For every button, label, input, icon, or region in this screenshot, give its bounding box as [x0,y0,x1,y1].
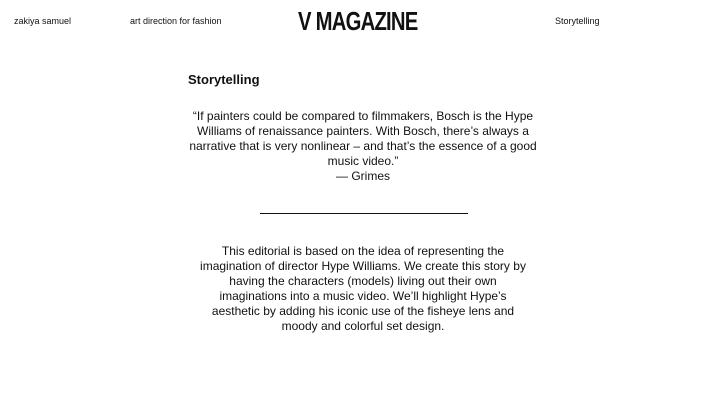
divider-line [260,213,468,214]
section-label: Storytelling [555,16,600,26]
page-title: Storytelling [188,72,260,87]
quote-text: “If painters could be compared to filmmakers, Bosch is the Hype Williams of renaissance painters. With Bosch, there’s always a narrative that is very nonlinear – and that’s the essence of a good music video.” [189,109,537,168]
v-magazine-logo: V MAGAZINE [298,6,418,36]
quote-author: — Grimes [336,169,390,183]
course-title: art direction for fashion [130,16,222,26]
quote-block [180,109,546,184]
author-name: zakiya samuel [14,16,72,26]
editorial-description: This editorial is based on the idea of representing the imagination of director Hype Williams. We create this story by having the characters (models) living out their own imaginations into a music video. We’ll highlight Hype’s aesthetic by adding his iconic use of the fisheye lens and moody and colorful set design. [200,244,526,333]
